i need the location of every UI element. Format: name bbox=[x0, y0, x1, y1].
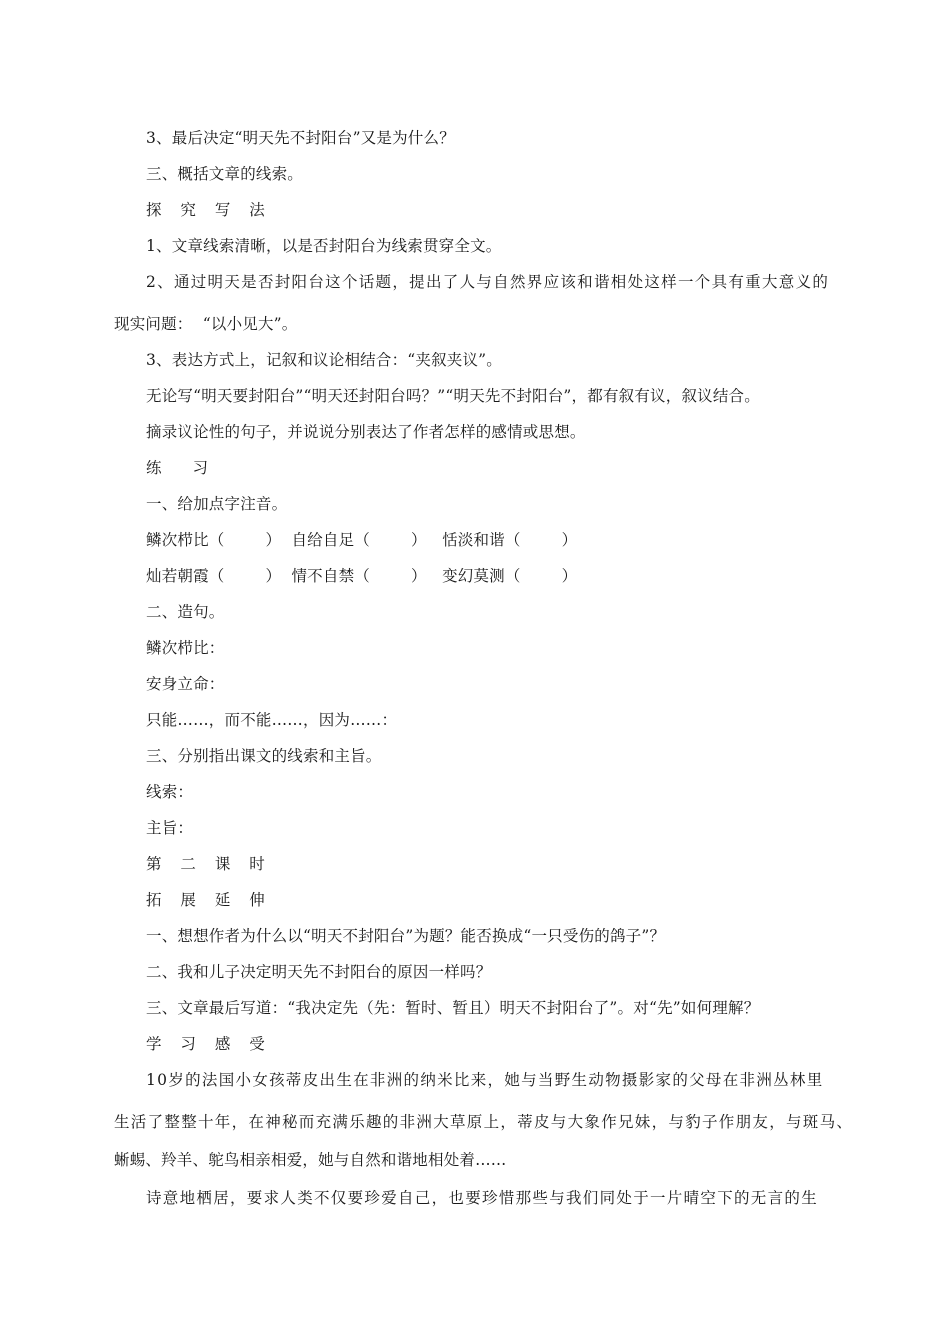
sentence-item-1: 鳞次栉比： bbox=[146, 639, 225, 657]
section-three-clue: 三、概括文章的线索。 bbox=[146, 165, 304, 183]
exercise-one-title: 一、给加点字注音。 bbox=[146, 495, 288, 513]
writing-point-1: 1、文章线索清晰，以是否封阳台为线索贯穿全文。 bbox=[146, 237, 502, 255]
extension-question-3: 三、文章最后写道：“我决定先（先：暂时、暂且）明天不封阳台了”。对“先”如何理解？ bbox=[146, 999, 760, 1017]
pinyin-row-2: 灿若朝霞（ ） 情不自禁（ ） 变幻莫测（ ） bbox=[146, 567, 578, 585]
heading-second-lesson: 第 二 课 时 bbox=[146, 855, 272, 873]
writing-point-2-continued: 现实问题： “以小见大”。 bbox=[114, 315, 298, 333]
story-paragraph-line-2: 生活了整整十年，在神秘而充满乐趣的非洲大草原上，蒂皮与大象作兄妹，与豹子作朋友，与斑马、 bbox=[114, 1113, 854, 1131]
exercise-two-title: 二、造句。 bbox=[146, 603, 225, 621]
heading-learning-feelings: 学 习 感 受 bbox=[146, 1035, 272, 1053]
sentence-item-3: 只能……，而不能……，因为……： bbox=[146, 711, 398, 729]
pinyin-row-1: 鳞次栉比（ ） 自给自足（ ） 恬淡和谐（ ） bbox=[146, 531, 578, 549]
extension-question-2: 二、我和儿子决定明天先不封阳台的原因一样吗？ bbox=[146, 963, 492, 981]
writing-point-2: 2、通过明天是否封阳台这个话题，提出了人与自然界应该和谐相处这样一个具有重大意义的 bbox=[146, 273, 830, 291]
clue-label: 线索： bbox=[146, 783, 194, 801]
sentence-item-2: 安身立命： bbox=[146, 675, 225, 693]
narration-discussion-line: 无论写“明天要封阳台”“明天还封阳台吗？”“明天先不封阳台”，都有叙有议，叙议结合。 bbox=[146, 387, 760, 405]
story-paragraph-line-1: 10岁的法国小女孩蒂皮出生在非洲的纳米比来，她与当野生动物摄影家的父母在非洲丛林里 bbox=[146, 1071, 824, 1089]
heading-practice: 练 习 bbox=[146, 459, 209, 477]
heading-explore-writing: 探 究 写 法 bbox=[146, 201, 272, 219]
extension-question-1: 一、想想作者为什么以“明天不封阳台”为题？能否换成“一只受伤的鸽子”？ bbox=[146, 927, 666, 945]
theme-label: 主旨： bbox=[146, 819, 194, 837]
poetic-dwelling-line: 诗意地栖居，要求人类不仅要珍爱自己，也要珍惜那些与我们同处于一片晴空下的无言的生 bbox=[146, 1189, 819, 1207]
question-3-line: 3、最后决定“明天先不封阳台”又是为什么？ bbox=[146, 129, 455, 147]
heading-extension: 拓 展 延 伸 bbox=[146, 891, 272, 909]
story-paragraph-line-3: 蜥蜴、羚羊、鸵鸟相亲相爱，她与自然和谐地相处着…… bbox=[114, 1151, 507, 1169]
exercise-three-title: 三、分别指出课文的线索和主旨。 bbox=[146, 747, 382, 765]
excerpt-instruction: 摘录议论性的句子，并说说分别表达了作者怎样的感情或思想。 bbox=[146, 423, 586, 441]
writing-point-3: 3、表达方式上，记叙和议论相结合：“夹叙夹议”。 bbox=[146, 351, 503, 369]
